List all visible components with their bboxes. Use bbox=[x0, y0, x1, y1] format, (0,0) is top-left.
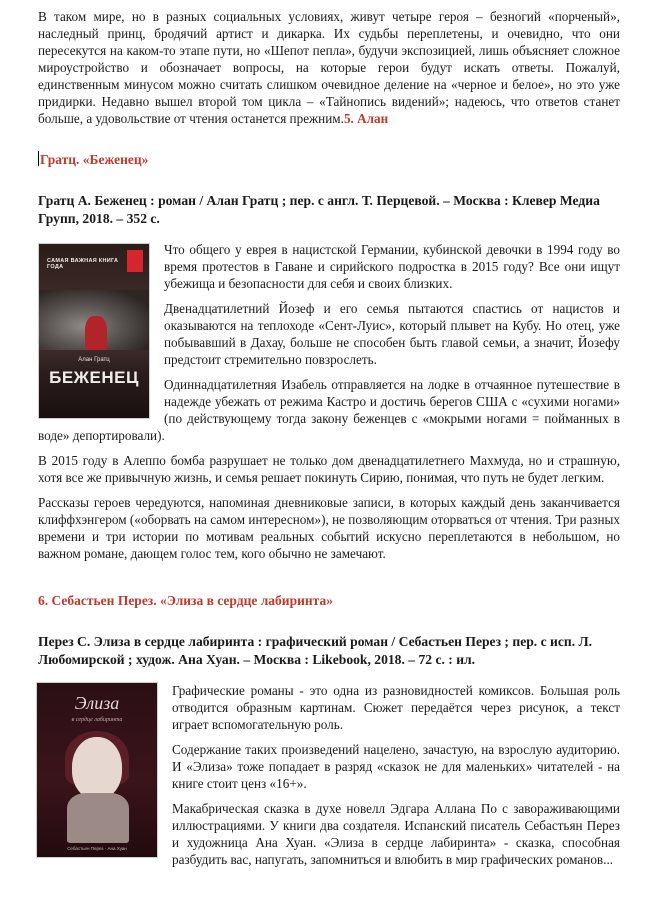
document-page bbox=[38, 8, 620, 876]
cover-subtitle: в сердце лабиринта bbox=[71, 717, 123, 723]
cover-figure-illustration bbox=[85, 316, 107, 350]
cover-author: Алан Гратц bbox=[78, 357, 110, 363]
cover-face-illustration bbox=[72, 737, 122, 799]
intro-paragraph bbox=[38, 8, 620, 127]
cover-badge bbox=[127, 250, 143, 272]
book2-heading: 6. Себастьен Перез. «Элиза в сердце лабиринта» bbox=[38, 593, 333, 608]
cover-title: БЕЖЕНЕЦ bbox=[49, 368, 139, 387]
cover-top-text: САМАЯ ВАЖНАЯ КНИГА ГОДА bbox=[47, 258, 119, 270]
book1-paragraph: Что общего у еврея в нацистской Германии, кубинской девочки в 1994 году во время протестов в Гаване и сирийского подростка в 2015 году? Все они ищут убежища и безопасности для себя и своих близких. bbox=[164, 242, 620, 291]
book1-cover-image bbox=[38, 243, 150, 419]
book2-paragraph: Макабрическая сказка в духе новелл Эдгара Аллана По с завораживающими иллюстрациями. У книги два создателя. Испанский писатель Себастьян Перез и художница Ана Хуан. «Элиза в сердце лабиринта» - сказка, способная разбудить вас, напугать, запомниться и влюбить в мир графических романов... bbox=[172, 801, 620, 867]
book1-review bbox=[38, 241, 620, 570]
text-cursor bbox=[38, 151, 39, 166]
book1-heading: Гратц. «Беженец» bbox=[40, 152, 149, 167]
book1-paragraph: Одиннадцатилетняя Изабель отправляется на лодке в отчаянное путешествие в надежде убежать от режима Кастро и достичь берегов США с «сухими ногами» (по действующему тогда закону беженцев с «мокрыми ногами = пойманных в воде» депортировали). bbox=[38, 377, 620, 443]
book1-paragraph: Рассказы героев чередуются, напоминая дневниковые записи, в которых каждый день заканчивается клиффхэнгером («оборвать на самом интересном»), не позволяющим оторваться от чтения. Три разных времени и три истории по мотивам реальных событий искусно переплетаются в небольшом, но важном романе, дающем голос тем, кого обычно не замечают. bbox=[38, 495, 620, 561]
book2-review bbox=[38, 682, 620, 868]
cover-dress-illustration bbox=[67, 793, 129, 843]
book1-paragraph: В 2015 году в Алеппо бомба разрушает не только дом двенадцатилетнего Махмуда, но и страшную, хотя все же привычную жизнь, и семья решает покинуть Сирию, понимая, что путь не будет легким. bbox=[38, 453, 620, 485]
book2-paragraph: Содержание таких произведений нацелено, зачастую, на взрослую аудиторию. И «Элиза» тоже попадает в разряд «сказок не для маленьких» читателей - на книге стоит ценз «16+». bbox=[172, 742, 620, 791]
cover-credits: Себастьен Перез · Ана Хуан bbox=[67, 846, 127, 851]
book1-paragraph: Двенадцатилетний Йозеф и его семья пытаются спастись от нацистов и оказываются на теплоходе «Сент-Луис», который плывет на Кубу. Но отец, уже побывавший в Дахау, больше не способен быть главой семьи, а значит, Йозефу предстоит стремительно повзрослеть. bbox=[164, 301, 620, 367]
book2-bibliographic-record: Перез С. Элиза в сердце лабиринта : графический роман / Себастьен Перез ; пер. с исп. Л. Любомирской ; худож. Ана Хуан. – Москва : Likebook, 2018. – 72 с. : ил. bbox=[38, 634, 593, 667]
next-section-number: 5. Алан bbox=[343, 111, 389, 126]
cover-title: Элиза bbox=[74, 693, 120, 713]
book1-bibliographic-record: Гратц А. Беженец : роман / Алан Гратц ; пер. с англ. Т. Перцевой. – Москва : Клевер Медиа Групп, 2018. – 352 с. bbox=[38, 193, 600, 226]
book2-cover-image bbox=[36, 682, 158, 858]
book2-paragraph: Графические романы - это одна из разновидностей комиксов. Большая роль отводится образным картинам. Сюжет передаётся через рисунок, а текст играет вспомогательную роль. bbox=[172, 683, 620, 732]
intro-text: В таком мире, но в разных социальных условиях, живут четыре героя – безногий «порченый», наследный принц, бродячий артист и дикарка. Их судьбы переплетены, и очевидно, что они пересекутся на каком-то этапе пути, но «Шепот пепла», будучи экспозицией, лишь объясняет сложное мироустройство и обозначает вопросы, на которые герои будут искать ответы. Пожалуй, единственным минусом можно считать слишком очевидное деление на «черное и белое», но это уже придирки. Недавно вышел второй том цикла – «Тайнопись видений»; надеюсь, что ответов станет больше, а удовольствие от чтения останется прежним. bbox=[38, 9, 620, 126]
